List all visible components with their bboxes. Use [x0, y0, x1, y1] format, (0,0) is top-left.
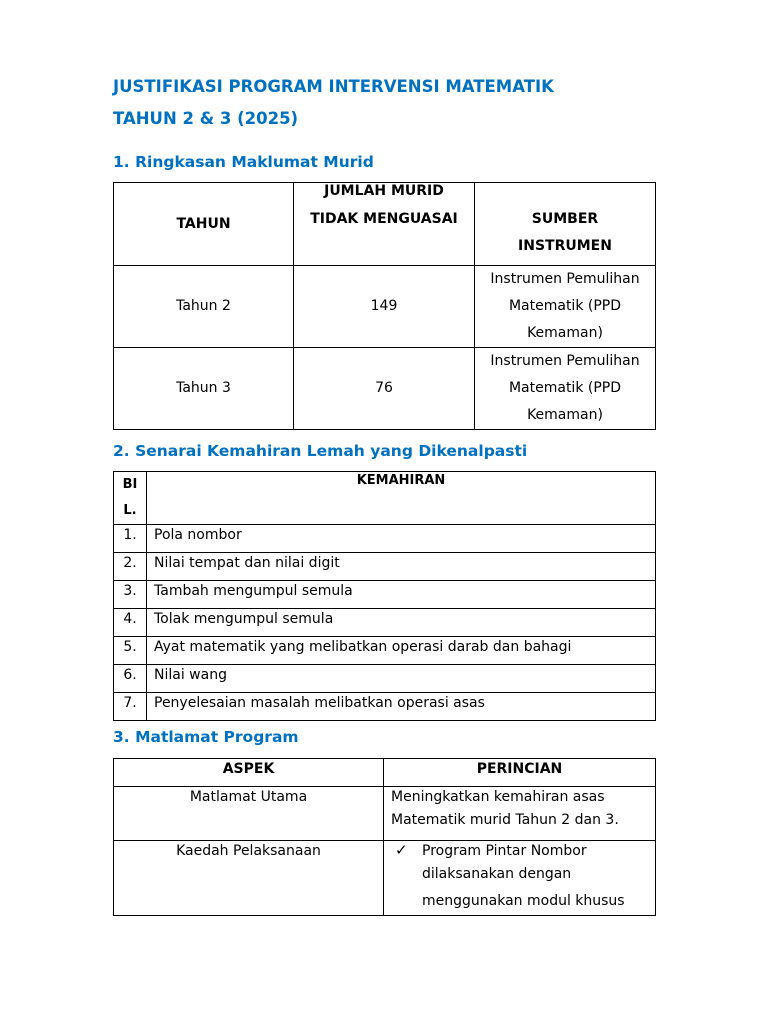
cell-perincian: [384, 841, 656, 916]
cell-sumber: [475, 348, 656, 430]
weak-skills-table: [113, 471, 656, 721]
header-sumber-line2: INSTRUMEN: [518, 238, 612, 254]
cell-perincian-line1: Meningkatkan kemahiran asas: [391, 789, 605, 805]
header-bil-line1: BI: [122, 477, 138, 492]
cell-skill: Nilai wang: [147, 665, 656, 693]
student-summary-table: [113, 182, 656, 430]
cell-number: 5.: [114, 637, 147, 665]
table-row: [114, 553, 656, 581]
cell-number: 4.: [114, 609, 147, 637]
table-header-row: [114, 759, 656, 787]
cell-perincian-line2: Matematik murid Tahun 2 dan 3.: [391, 812, 619, 828]
cell-jumlah: 76: [294, 348, 475, 430]
cell-number: 1.: [114, 525, 147, 553]
program-goals-table: [113, 758, 656, 916]
section3-heading: 3. Matlamat Program: [113, 728, 299, 746]
header-jumlah-line1: JUMLAH MURID: [324, 183, 444, 199]
header-aspek: ASPEK: [114, 759, 384, 787]
table-row: [114, 637, 656, 665]
header-jumlah: [294, 183, 475, 266]
section2-heading: 2. Senarai Kemahiran Lemah yang Dikenalpasti: [113, 442, 528, 460]
cell-sumber-line2: Matematik (PPD: [508, 298, 622, 314]
document-title-line1: JUSTIFIKASI PROGRAM INTERVENSI MATEMATIK: [113, 77, 554, 96]
cell-sumber-line1: Instrumen Pemulihan: [490, 271, 640, 287]
table-row: [114, 348, 656, 430]
cell-number: 3.: [114, 581, 147, 609]
checklist-line2: dilaksanakan dengan: [422, 866, 572, 882]
header-sumber-line1: SUMBER: [531, 211, 599, 227]
table-header-row: [114, 183, 656, 266]
header-tahun: TAHUN: [114, 183, 294, 266]
checklist-item: [391, 841, 655, 915]
header-bil: [114, 472, 147, 525]
cell-skill: Tolak mengumpul semula: [147, 609, 656, 637]
cell-perincian: [384, 787, 656, 841]
cell-sumber-line3: Kemaman): [527, 325, 603, 341]
header-perincian: PERINCIAN: [384, 759, 656, 787]
cell-skill: Ayat matematik yang melibatkan operasi darab dan bahagi: [147, 637, 656, 665]
checklist-line3: menggunakan modul khusus: [422, 893, 625, 909]
table-row: [114, 609, 656, 637]
table-row: [114, 787, 656, 841]
table-header-row: [114, 472, 656, 525]
header-jumlah-line2: TIDAK MENGUASAI: [310, 211, 458, 227]
table-row: [114, 525, 656, 553]
table-row: [114, 665, 656, 693]
cell-aspek: Matlamat Utama: [114, 787, 384, 841]
cell-sumber: [475, 266, 656, 348]
cell-sumber-line2: Matematik (PPD: [508, 380, 622, 396]
cell-tahun: Tahun 3: [114, 348, 294, 430]
header-bil-line2: L.: [123, 503, 137, 518]
cell-sumber-line3: Kemaman): [527, 407, 603, 423]
document-title-line2: TAHUN 2 & 3 (2025): [113, 109, 299, 128]
cell-skill: Tambah mengumpul semula: [147, 581, 656, 609]
checkmark-icon: ✓: [395, 841, 408, 859]
table-row: [114, 841, 656, 916]
checklist-line1: Program Pintar Nombor: [422, 843, 587, 859]
cell-number: 2.: [114, 553, 147, 581]
cell-skill: Pola nombor: [147, 525, 656, 553]
table-row: [114, 693, 656, 721]
header-kemahiran: KEMAHIRAN: [147, 472, 656, 525]
cell-jumlah: 149: [294, 266, 475, 348]
cell-skill: Nilai tempat dan nilai digit: [147, 553, 656, 581]
cell-aspek: Kaedah Pelaksanaan: [114, 841, 384, 916]
cell-number: 7.: [114, 693, 147, 721]
table-row: [114, 581, 656, 609]
cell-skill: Penyelesaian masalah melibatkan operasi asas: [147, 693, 656, 721]
header-sumber: [475, 183, 656, 266]
cell-number: 6.: [114, 665, 147, 693]
cell-sumber-line1: Instrumen Pemulihan: [490, 353, 640, 369]
section1-heading: 1. Ringkasan Maklumat Murid: [113, 153, 374, 171]
cell-tahun: Tahun 2: [114, 266, 294, 348]
table-row: [114, 266, 656, 348]
